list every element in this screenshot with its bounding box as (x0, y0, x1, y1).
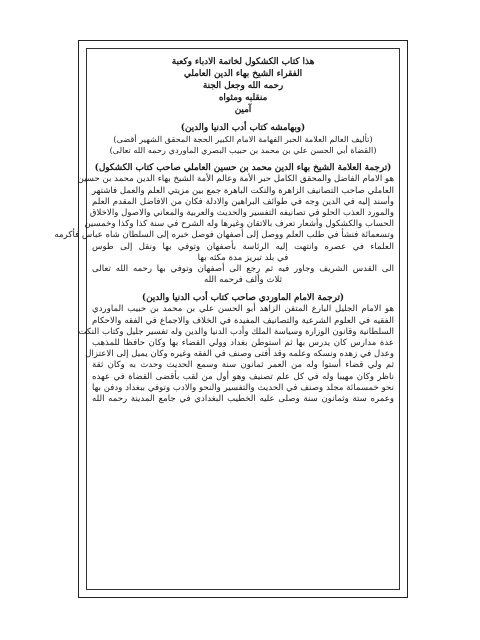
margin-note-line: (وبهامشه كتاب أدب الدنيا والدين) (180, 123, 306, 133)
biography-line: العلماء في عصره وانتهت إليه الرئاسة بأصفهان وتوفي بها ونقل إلى طوس (92, 241, 394, 252)
biography-one (54, 162, 394, 286)
biography-line: ناظر وكان مهيبا وله في كل علم تصنيف وهو أول من لقب بأقضى القضاة في عهده (92, 371, 394, 382)
margin-note-line: (القضاة أبي الحسن علي بن محمد بن حبيب البصري الماوردي رحمه الله تعالى) (109, 145, 377, 156)
biography-line: ثم ولي قضاء أستوا وله من العمر ثمانون سنة وسمع الحديث وحدث به وكان ثقة (92, 360, 394, 371)
biography-line: الى القدس الشريف وجاور فيه ثم رجع الى أصفهان وتوفي بها رحمه الله تعالى (92, 264, 394, 275)
biography-heading: (ترجمة العلامة الشيخ بهاء الدين محمد بن حسين العاملي صاحب كتاب الكشكول) (94, 163, 392, 174)
biography-two (78, 292, 394, 405)
title-line: آمين (234, 105, 252, 115)
biography-line: وعدل في زهده ونسكه وعلمه وقد أفتى وصنف في الفقه وغيره وكان يميل إلى الاعتزال (85, 349, 394, 360)
biography-line: وعمره ستة وثمانون سنة وصلى عليه الخطيب البغدادي في جامع المدينة رحمه الله (92, 394, 394, 405)
document-page (54, 56, 394, 584)
biography-line: وتسعمائة فنشأ في طلب العلم ووصل إلى أصفهان فوصل خبره إلى السلطان شاه عباس فأكرمه (54, 230, 394, 241)
biography-line: عدة مدارس كان يدرس بها ثم استوطن بغداد وولي القضاء بها وكان حافظا للمذهب (92, 338, 394, 349)
title-block (92, 56, 394, 116)
biography-line: هو الامام الفاضل والمحقق الكامل حبر الأمة وعالم الأمة الشيخ بهاء الدين محمد بن حسين (77, 174, 394, 185)
title-line: منقلبه ومثواه (218, 93, 268, 103)
title-line: رحمه الله وجعل الجنة (202, 81, 284, 91)
biography-line: نحو خمسمائة مجلد وصنف في الحديث والتفسير والنحو والادب وتوفي ببغداد ودفن بها (92, 382, 394, 393)
biography-line: في بلد تبريز مدة مكثه بها (197, 252, 289, 263)
biography-line: السلطانية وقانون الوزارة وسياسة الملك وأدب الدنيا والدين وله تفسير جليل وكتاب النكت (78, 326, 394, 337)
biography-line: وأسند إليه في الدين وجه في طوائف البراهين والادلة فكان من الافاضل المقدم العلم (92, 196, 394, 207)
biography-line: ثلاث وألف فرحمه الله (203, 275, 283, 286)
biography-heading: (ترجمة الامام الماوردي صاحب كتاب أدب الدنيا والدين) (141, 293, 345, 304)
margin-note-line: (تأليف العالم العلامة الحبر الفهامة الامام الكبير الحجة المحقق الشهير أقضى) (113, 134, 373, 144)
biography-line: العاملي صاحب التصانيف الزاهرة والنكت الباهرة جمع بين مزيتي العلم والعمل فاشتهر (91, 185, 394, 196)
biography-line: والمورد العذب الحلو في تصانيفه التفسير والحديث والعربية والمعاني والاصول والاخلاق (89, 208, 394, 219)
margin-note-block (92, 122, 394, 156)
title-line: هذا كتاب الكشكول لخاتمة الادباء وكعبة (171, 57, 315, 67)
biography-line: هو الامام الجليل البارع المتقن الزاهد أبو الحسن علي بن محمد بن حبيب الماوردي (92, 304, 394, 315)
title-line: الفقراء الشيخ بهاء الدين العاملي (183, 69, 303, 79)
biography-line: الفقيه في العلوم الشرعية والتصانيف المفيدة في الخلاف والاجماع في الفقه والاحكام (92, 315, 394, 326)
biography-line: الحساب والكشكول وأشعار تعرف بالاتقان وغيرها وله الشرح في سنة كذا وكذا وخمسين (84, 219, 394, 230)
